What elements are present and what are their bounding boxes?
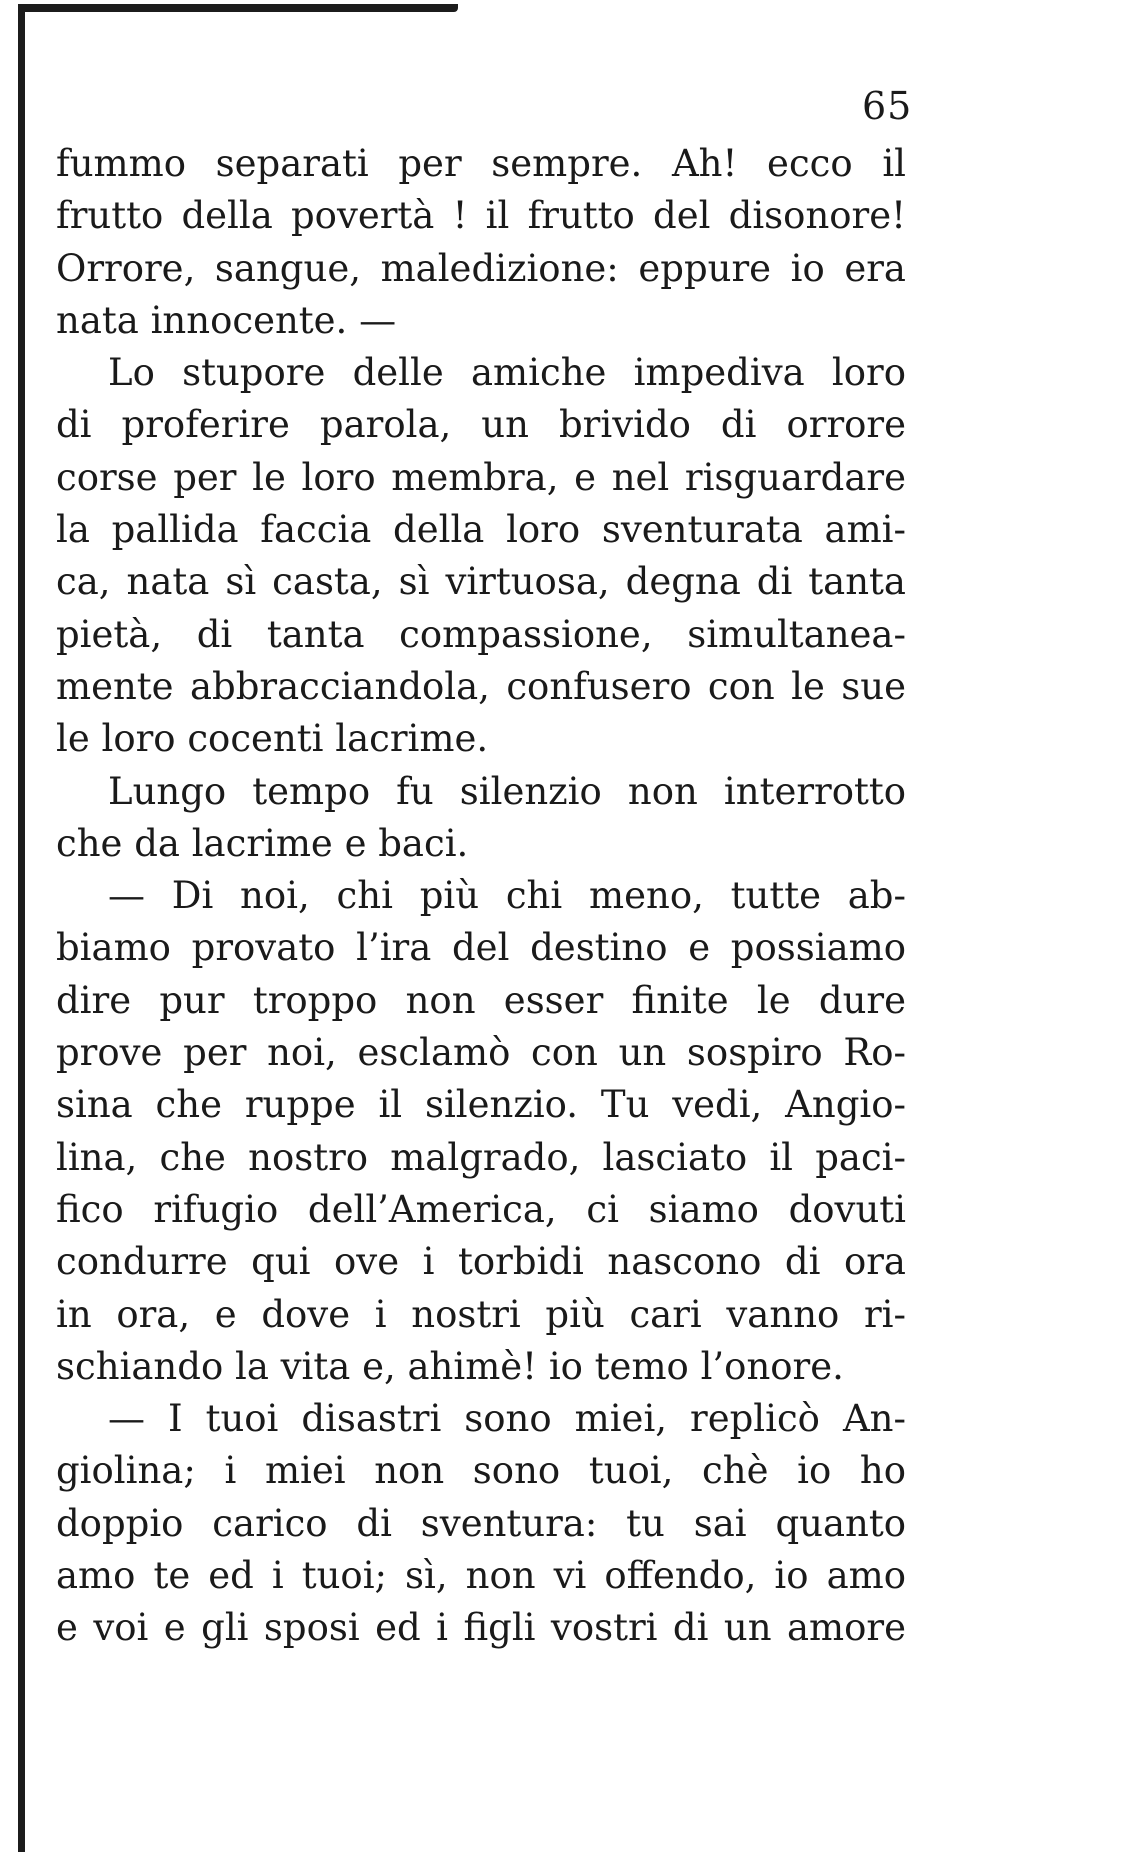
text-line: Lo stupore delle amiche impediva loro bbox=[108, 351, 906, 395]
text-line: biamo provato l’ira del destino e possiamo bbox=[56, 926, 906, 970]
text-line: che da lacrime e baci. bbox=[56, 821, 469, 865]
text-line: sina che ruppe il silenzio. Tu vedi, Angio- bbox=[56, 1083, 906, 1127]
text-line: Lungo tempo fu silenzio non interrotto bbox=[108, 769, 906, 813]
text-line: condurre qui ove i torbidi nascono di ora bbox=[56, 1240, 906, 1284]
text-line: lina, che nostro malgrado, lasciato il paci- bbox=[56, 1135, 906, 1179]
binding-edge bbox=[18, 12, 25, 1852]
text-line: — I tuoi disastri sono miei, replicò An- bbox=[108, 1397, 906, 1441]
text-line: giolina; i miei non sono tuoi, chè io ho bbox=[56, 1449, 906, 1493]
text-line: frutto della povertà ! il frutto del disonore! bbox=[56, 194, 906, 238]
text-line: corse per le loro membra, e nel risguardare bbox=[56, 455, 906, 499]
text-line: dire pur troppo non esser finite le dure bbox=[56, 978, 906, 1022]
text-line: di proferire parola, un brivido di orrore bbox=[56, 403, 906, 447]
text-line: in ora, e dove i nostri più cari vanno ri- bbox=[56, 1292, 906, 1336]
top-edge-rule bbox=[18, 4, 458, 12]
text-line: ca, nata sì casta, sì virtuosa, degna di tanta bbox=[56, 560, 906, 604]
text-line: e voi e gli sposi ed i figli vostri di un amore bbox=[56, 1606, 906, 1650]
text-line: doppio carico di sventura: tu sai quanto bbox=[56, 1501, 906, 1545]
text-line: Orrore, sangue, maledizione: eppure io era bbox=[56, 246, 906, 290]
text-line: mente abbracciandola, confusero con le sue bbox=[56, 664, 906, 708]
text-line: la pallida faccia della loro sventurata ami- bbox=[56, 508, 906, 552]
body-text bbox=[56, 138, 906, 1655]
text-line: — Di noi, chi più chi meno, tutte ab- bbox=[108, 874, 906, 918]
text-line: fummo separati per sempre. Ah! ecco il bbox=[56, 142, 906, 185]
text-line: pietà, di tanta compassione, simultanea- bbox=[56, 612, 906, 656]
text-line: le loro cocenti lacrime. bbox=[56, 717, 489, 761]
text-line: prove per noi, esclamò con un sospiro Ro- bbox=[56, 1031, 906, 1075]
text-line: amo te ed i tuoi; sì, non vi offendo, io amo bbox=[56, 1554, 906, 1598]
text-line: schiando la vita e, ahimè! io temo l’onore. bbox=[56, 1344, 844, 1388]
text-line: nata innocente. — bbox=[56, 298, 397, 342]
text-line: fico rifugio dell’America, ci siamo dovuti bbox=[56, 1187, 906, 1231]
page-number: 65 bbox=[862, 84, 913, 128]
